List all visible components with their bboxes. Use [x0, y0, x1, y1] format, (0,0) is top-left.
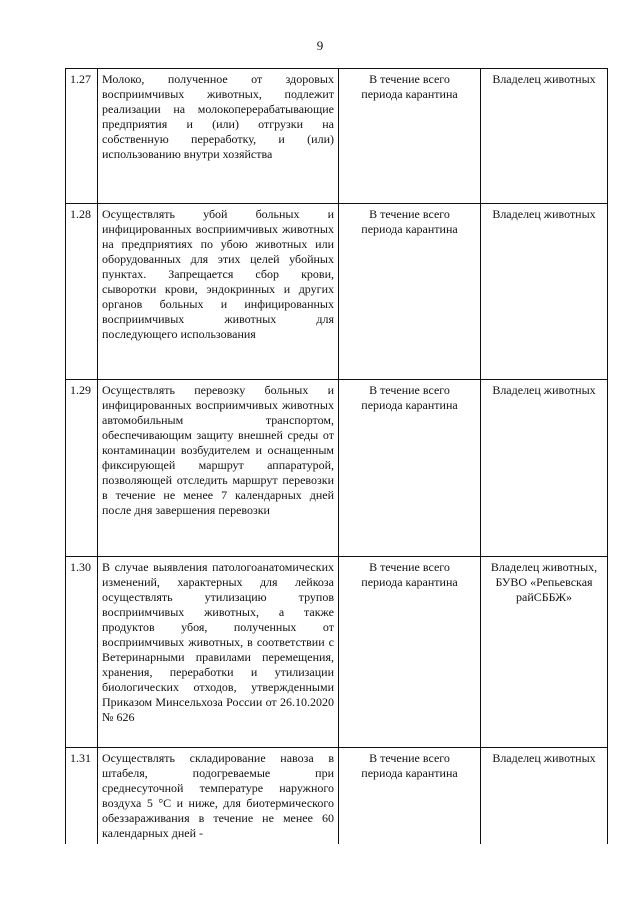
row-action: Молоко, полученное от здоровых восприимчивых животных, подлежит реализации на молокоперерабатывающие предприятия и (или) отгрузки на собственную переработку, и (или) использованию внутри хозяйства	[98, 69, 339, 204]
row-number: 1.31	[66, 748, 98, 845]
row-action: В случае выявления патологоанатомических изменений, характерных для лейкоза осуществлять утилизацию трупов восприимчивых животных, а также продуктов убоя, полученных от восприимчивых животных, в соответствии с Ветеринарными правилами перемещения, хранения, переработки и утилизации биологических отходов, утвержденными Приказом Минсельхоза России от 26.10.2020 № 626	[98, 557, 339, 748]
row-term-line-1: В течение всего	[369, 207, 450, 221]
row-action: Осуществлять убой больных и инфицированных восприимчивых животных на предприятиях по убою животных или оборудованных для этих целей убойных пунктах. Запрещается сбор крови, сыворотки крови, эндокринных и других органов больных и инфицированных восприимчивых животных для последующего использования	[98, 204, 339, 380]
row-number: 1.27	[66, 69, 98, 204]
row-responsible: Владелец животных	[481, 748, 608, 845]
row-term-line-2: периода карантина	[361, 87, 458, 101]
row-number: 1.30	[66, 557, 98, 748]
table-row	[66, 204, 608, 380]
row-number: 1.29	[66, 380, 98, 557]
measures-table	[65, 68, 608, 844]
row-responsible: Владелец животных	[481, 380, 608, 557]
row-term	[339, 557, 481, 748]
table-row	[66, 380, 608, 557]
row-term	[339, 380, 481, 557]
row-term-line-1: В течение всего	[369, 383, 450, 397]
row-term-line-1: В течение всего	[369, 72, 450, 86]
row-term-line-1: В течение всего	[369, 751, 450, 765]
table-row	[66, 748, 608, 845]
row-term-line-2: периода карантина	[361, 398, 458, 412]
table-row	[66, 69, 608, 204]
table-row	[66, 557, 608, 748]
page-number: 9	[316, 38, 324, 53]
row-term-line-2: периода карантина	[361, 222, 458, 236]
row-responsible: Владелец животных	[481, 69, 608, 204]
row-term-line-2: периода карантина	[361, 766, 458, 780]
row-term	[339, 204, 481, 380]
row-responsible: Владелец животных, БУВО «Репьевская райСББЖ»	[481, 557, 608, 748]
row-action: Осуществлять перевозку больных и инфицированных восприимчивых животных автомобильным транспортом, обеспечивающим защиту внешней среды от контаминации возбудителем и оснащенным фиксирующей маршрут аппаратурой, позволяющей отследить маршрут перевозки в течение не менее 7 календарных дней после дня завершения перевозки	[98, 380, 339, 557]
row-action: Осуществлять складирование навоза в штабеля, подогреваемые при среднесуточной температуре наружного воздуха 5 °С и ниже, для биотермического обеззараживания в течение не менее 60 календарных дней -	[98, 748, 339, 845]
row-term	[339, 748, 481, 845]
row-term	[339, 69, 481, 204]
row-responsible: Владелец животных	[481, 204, 608, 380]
row-term-line-2: периода карантина	[361, 575, 458, 589]
row-term-line-1: В течение всего	[369, 560, 450, 574]
row-number: 1.28	[66, 204, 98, 380]
